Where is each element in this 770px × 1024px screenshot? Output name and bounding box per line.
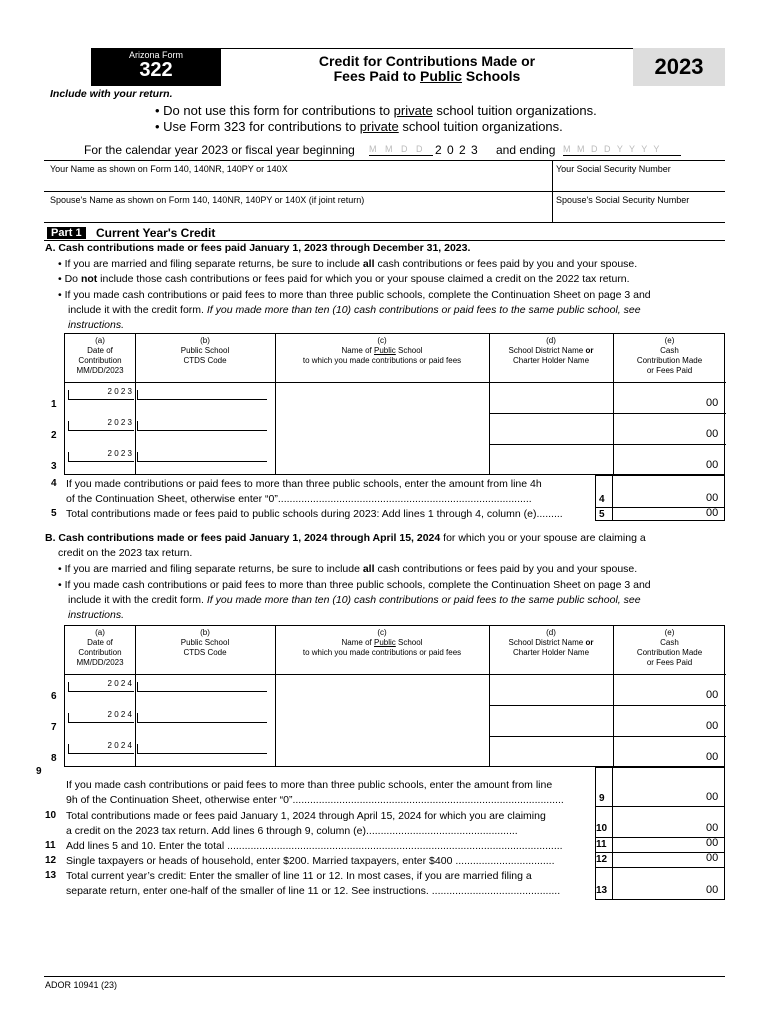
line-5-text: Total contributions made or fees paid to public schools during 2023: Add lines 1 through 4, column (e)......... — [66, 508, 563, 520]
b-col-c-header: (c) Name of Public School to which you made contributions or paid fees — [302, 628, 462, 657]
b-col-d-header: (d) School District Name or Charter Holder Name — [508, 628, 594, 657]
line-11-cents: 00 — [706, 837, 719, 849]
line-11-box-num: 11 — [596, 839, 607, 850]
line-5-box-num: 5 — [599, 509, 605, 520]
a-col-a-header: (a) Date of Contribution MM/DD/2023 — [76, 336, 124, 375]
line-5-cents: 00 — [706, 507, 719, 519]
section-b-heading: B. Cash contributions made or fees paid January 1, 2024 through April 15, 2024 for which you or your spouse are claiming a — [45, 532, 646, 544]
contribution-amount-input[interactable] — [613, 736, 723, 765]
line-9-box-num: 9 — [599, 793, 605, 804]
line-number: 4 — [51, 478, 57, 489]
date-year-stub: 2 0 2 4 — [107, 741, 132, 750]
form-title — [221, 48, 633, 86]
a-col-e-header: (e) Cash Contribution Made or Fees Paid — [636, 336, 703, 375]
line-10-text-2: a credit on the 2023 tax return. Add lines 6 through 9, column (e).................................................... — [66, 825, 518, 837]
line-number: 11 — [45, 840, 56, 851]
line-number: 7 — [51, 722, 57, 733]
line-13-text-2: separate return, enter one-half of the smaller of line 11 or 12. See instructions. ............................................ — [66, 885, 561, 897]
date-year-stub: 2 0 2 3 — [107, 449, 132, 458]
section-a-bullet-3: • If you made cash contributions or paid fees to more than three public schools, complete the Continuation Sheet on page 3 and — [58, 289, 651, 301]
title-line-1: Credit for Contributions Made or — [318, 53, 536, 69]
contribution-amount-input[interactable] — [613, 705, 723, 734]
part1-title: Current Year's Credit — [96, 226, 216, 240]
a-col-c-header: (c) Name of Public School to which you made contributions or paid fees — [302, 336, 462, 365]
title-line-2: Fees Paid to Public Schools — [333, 68, 521, 84]
form-label: Arizona Form — [128, 50, 183, 60]
contribution-date-input[interactable] — [68, 741, 134, 754]
period-begin-mmdd-input[interactable]: M M D D — [369, 144, 433, 156]
section-a-heading: A. Cash contributions made or fees paid January 1, 2023 through December 31, 2023. — [45, 242, 471, 254]
line-number: 3 — [51, 461, 57, 472]
line-9-cents: 00 — [706, 791, 719, 803]
section-b-heading-cont: credit on the 2023 tax return. — [58, 547, 193, 559]
line-13-box-num: 13 — [596, 885, 608, 896]
line-12-box-num: 12 — [596, 854, 608, 865]
line-number: 13 — [45, 870, 57, 881]
amount-cents: 00 — [706, 720, 719, 732]
spouse-name-field[interactable]: Spouse's Name as shown on Form 140, 140NR, 140PY or 140X (if joint return) — [50, 195, 365, 205]
line-4-text-2: of the Continuation Sheet, otherwise enter “0”....................................................................................... — [66, 493, 532, 505]
contribution-amount-input[interactable] — [613, 382, 723, 411]
section-b-instructions: instructions. — [68, 609, 125, 621]
amount-cents: 00 — [706, 689, 719, 701]
amount-cents: 00 — [706, 397, 719, 409]
line-11-text: Add lines 5 and 10. Enter the total ................................................................................................................... — [66, 840, 563, 852]
spouse-ssn-field[interactable]: Spouse's Social Security Number — [556, 195, 690, 205]
date-year-stub: 2 0 2 3 — [107, 418, 132, 427]
line-number: 5 — [51, 508, 57, 519]
top-bullet-1: • Do not use this form for contributions to private school tuition organizations. — [155, 103, 597, 118]
contribution-date-input[interactable] — [68, 679, 134, 692]
section-a-instructions: instructions. — [68, 319, 125, 331]
amount-cents: 00 — [706, 751, 719, 763]
ctds-code-input[interactable] — [137, 421, 267, 431]
b-col-b-header: (b) Public School CTDS Code — [180, 628, 230, 657]
ctds-code-input[interactable] — [137, 713, 267, 723]
a-col-d-header: (d) School District Name or Charter Holder Name — [508, 336, 594, 365]
fiscal-period-label: For the calendar year 2023 or fiscal year beginning — [84, 143, 355, 157]
contribution-amount-input[interactable] — [613, 413, 723, 442]
section-b-bullet-2: • If you made cash contributions or paid fees to more than three public schools, complete the Continuation Sheet on page 3 and — [58, 579, 651, 591]
line-4-box-num: 4 — [599, 494, 605, 505]
period-end-input[interactable]: M M D D Y Y Y Y — [563, 144, 681, 156]
amount-cents: 00 — [706, 459, 719, 471]
line-12-cents: 00 — [706, 852, 719, 864]
ctds-code-input[interactable] — [137, 744, 267, 754]
your-name-field[interactable]: Your Name as shown on Form 140, 140NR, 140PY or 140X — [50, 164, 288, 174]
form-id-block — [91, 48, 221, 86]
top-bullet-2: • Use Form 323 for contributions to private school tuition organizations. — [155, 119, 563, 134]
section-a-bullet-2: • Do not include those cash contributions or fees paid for which you or your spouse claimed a credit on the 2022 tax return. — [58, 273, 630, 285]
line-10-text: Total contributions made or fees paid January 1, 2024 through April 15, 2024 for which you are claiming — [66, 810, 546, 822]
line-13-text: Total current year’s credit: Enter the smaller of line 11 or 12. In most cases, if you are married filing a — [66, 870, 532, 882]
section-b-bullet-2-cont: include it with the credit form. If you made more than ten (10) cash contributions or paid fees to the same public school, see — [68, 594, 641, 606]
period-end-label: and ending — [496, 143, 556, 157]
form-number: 322 — [139, 59, 173, 81]
section-a-bullet-3-cont: include it with the credit form. If you made more than ten (10) cash contributions or paid fees to the same public school, see — [68, 304, 641, 316]
line-10-box-num: 10 — [596, 823, 608, 834]
line-number: 9 — [36, 766, 42, 777]
line-number: 6 — [51, 691, 57, 702]
line-12-amount[interactable] — [613, 853, 723, 867]
b-col-e-header: (e) Cash Contribution Made or Fees Paid — [636, 628, 703, 667]
line-13-amount[interactable] — [613, 868, 723, 899]
contribution-date-input[interactable] — [68, 710, 134, 723]
line-12-text: Single taxpayers or heads of household, enter $200. Married taxpayers, enter $400 .................................. — [66, 855, 555, 867]
period-begin-year: 2 0 2 3 — [435, 143, 479, 157]
contribution-date-input[interactable] — [68, 387, 134, 400]
contribution-amount-input[interactable] — [613, 674, 723, 703]
a-col-b-header: (b) Public School CTDS Code — [180, 336, 230, 365]
contribution-date-input[interactable] — [68, 418, 134, 431]
form-footer-id: ADOR 10941 (23) — [45, 980, 118, 990]
contribution-date-input[interactable] — [68, 449, 134, 462]
ctds-code-input[interactable] — [137, 682, 267, 692]
tax-year: 2023 — [633, 48, 725, 86]
amount-cents: 00 — [706, 428, 719, 440]
line-number: 12 — [45, 855, 57, 866]
line-number: 8 — [51, 753, 57, 764]
b-col-a-header: (a) Date of Contribution MM/DD/2023 — [76, 628, 124, 667]
part1-label: Part 1 — [47, 227, 86, 239]
line-4-text: If you made contributions or paid fees to more than three public schools, enter the amount from line 4h — [66, 478, 542, 490]
line-9-text-2: 9h of the Continuation Sheet, otherwise enter “0”............................................................................................. — [66, 794, 564, 806]
line-number: 2 — [51, 430, 57, 441]
line-number: 1 — [51, 399, 57, 410]
date-year-stub: 2 0 2 4 — [107, 679, 132, 688]
section-a-bullet-1: • If you are married and filing separate returns, be sure to include all cash contributions or fees paid by you and your spouse. — [58, 258, 638, 270]
ctds-code-input[interactable] — [137, 390, 267, 400]
line-9-amount[interactable] — [613, 768, 723, 806]
line-13-cents: 00 — [706, 884, 719, 896]
section-b-bullet-1: • If you are married and filing separate returns, be sure to include all cash contributions or fees paid by you and your spouse. — [58, 563, 638, 575]
include-note: Include with your return. — [50, 88, 173, 100]
line-9-text: If you made cash contributions or paid fees to more than three public schools, enter the amount from line — [66, 779, 553, 791]
line-4-cents: 00 — [706, 492, 719, 504]
your-ssn-field[interactable]: Your Social Security Number — [556, 164, 671, 174]
ctds-code-input[interactable] — [137, 452, 267, 462]
contribution-amount-input[interactable] — [613, 444, 723, 473]
line-10-amount[interactable] — [613, 807, 723, 837]
date-year-stub: 2 0 2 3 — [107, 387, 132, 396]
date-year-stub: 2 0 2 4 — [107, 710, 132, 719]
line-number: 10 — [45, 810, 57, 821]
line-11-amount[interactable] — [613, 838, 723, 852]
line-10-cents: 00 — [706, 822, 719, 834]
